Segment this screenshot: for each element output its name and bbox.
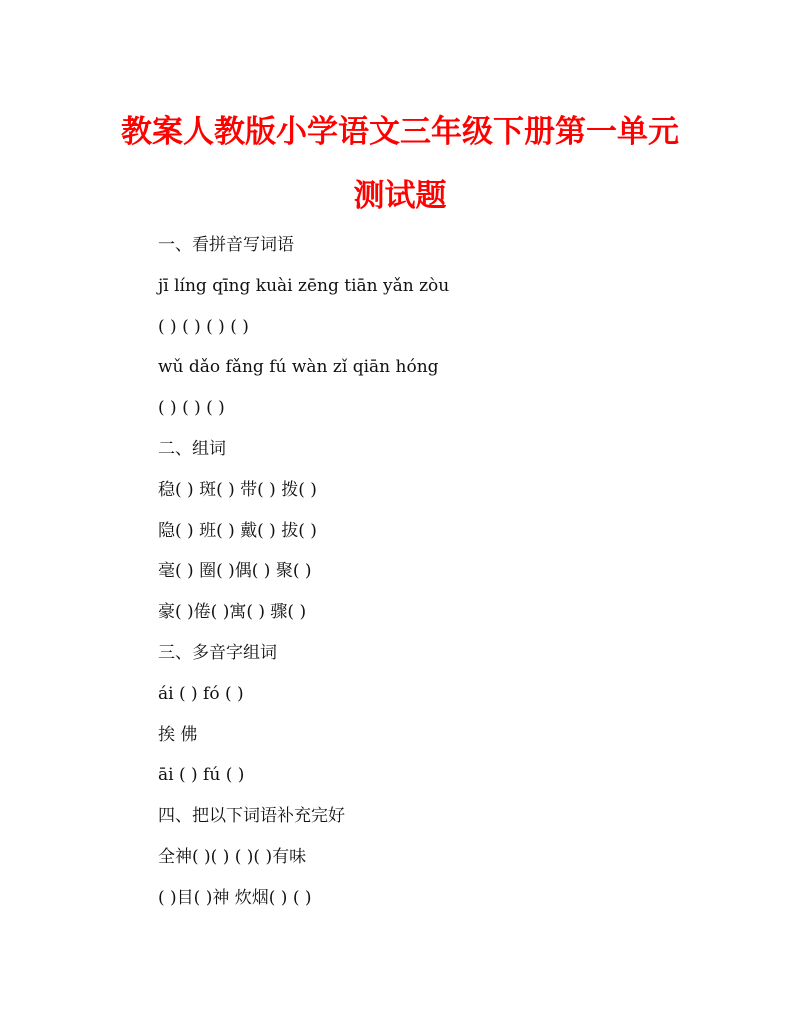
section-heading-complete: 四、把以下词语补充完好 [158, 806, 345, 827]
document-title-line1: 教案人教版小学语文三年级下册第一单元 [121, 114, 679, 150]
pinyin-row-1: jī líng qīng kuài zēng tiān yǎn zòu [158, 275, 450, 296]
polyphone-row-2: 挨 佛 [158, 724, 198, 745]
complete-row-2: ( )目( )神 炊烟( ) ( ) [158, 887, 312, 908]
document-body [158, 225, 778, 919]
blank-row-2: ( ) ( ) ( ) [158, 398, 225, 419]
compose-row-1: 稳( ) 斑( ) 带( ) 拨( ) [158, 479, 317, 500]
blank-row-1: ( ) ( ) ( ) ( ) [158, 316, 249, 337]
compose-row-4: 豪( )倦( )寓( ) 骤( ) [158, 602, 307, 623]
section-heading-compose: 二、组词 [158, 438, 226, 459]
polyphone-row-1: ái ( ) fó ( ) [158, 683, 244, 704]
section-heading-polyphone: 三、多音字组词 [158, 642, 277, 663]
polyphone-row-3: āi ( ) fú ( ) [158, 765, 245, 786]
complete-row-1: 全神( )( ) ( )( )有味 [158, 846, 307, 867]
compose-row-2: 隐( ) 班( ) 戴( ) 拔( ) [158, 520, 317, 541]
compose-row-3: 毫( ) 圈( )偶( ) 聚( ) [158, 561, 312, 582]
document-title-line2: 测试题 [353, 178, 447, 214]
section-heading-pinyin: 一、看拼音写词语 [158, 235, 294, 255]
pinyin-row-2: wǔ dǎo fǎng fú wàn zǐ qiān hóng [158, 357, 439, 378]
